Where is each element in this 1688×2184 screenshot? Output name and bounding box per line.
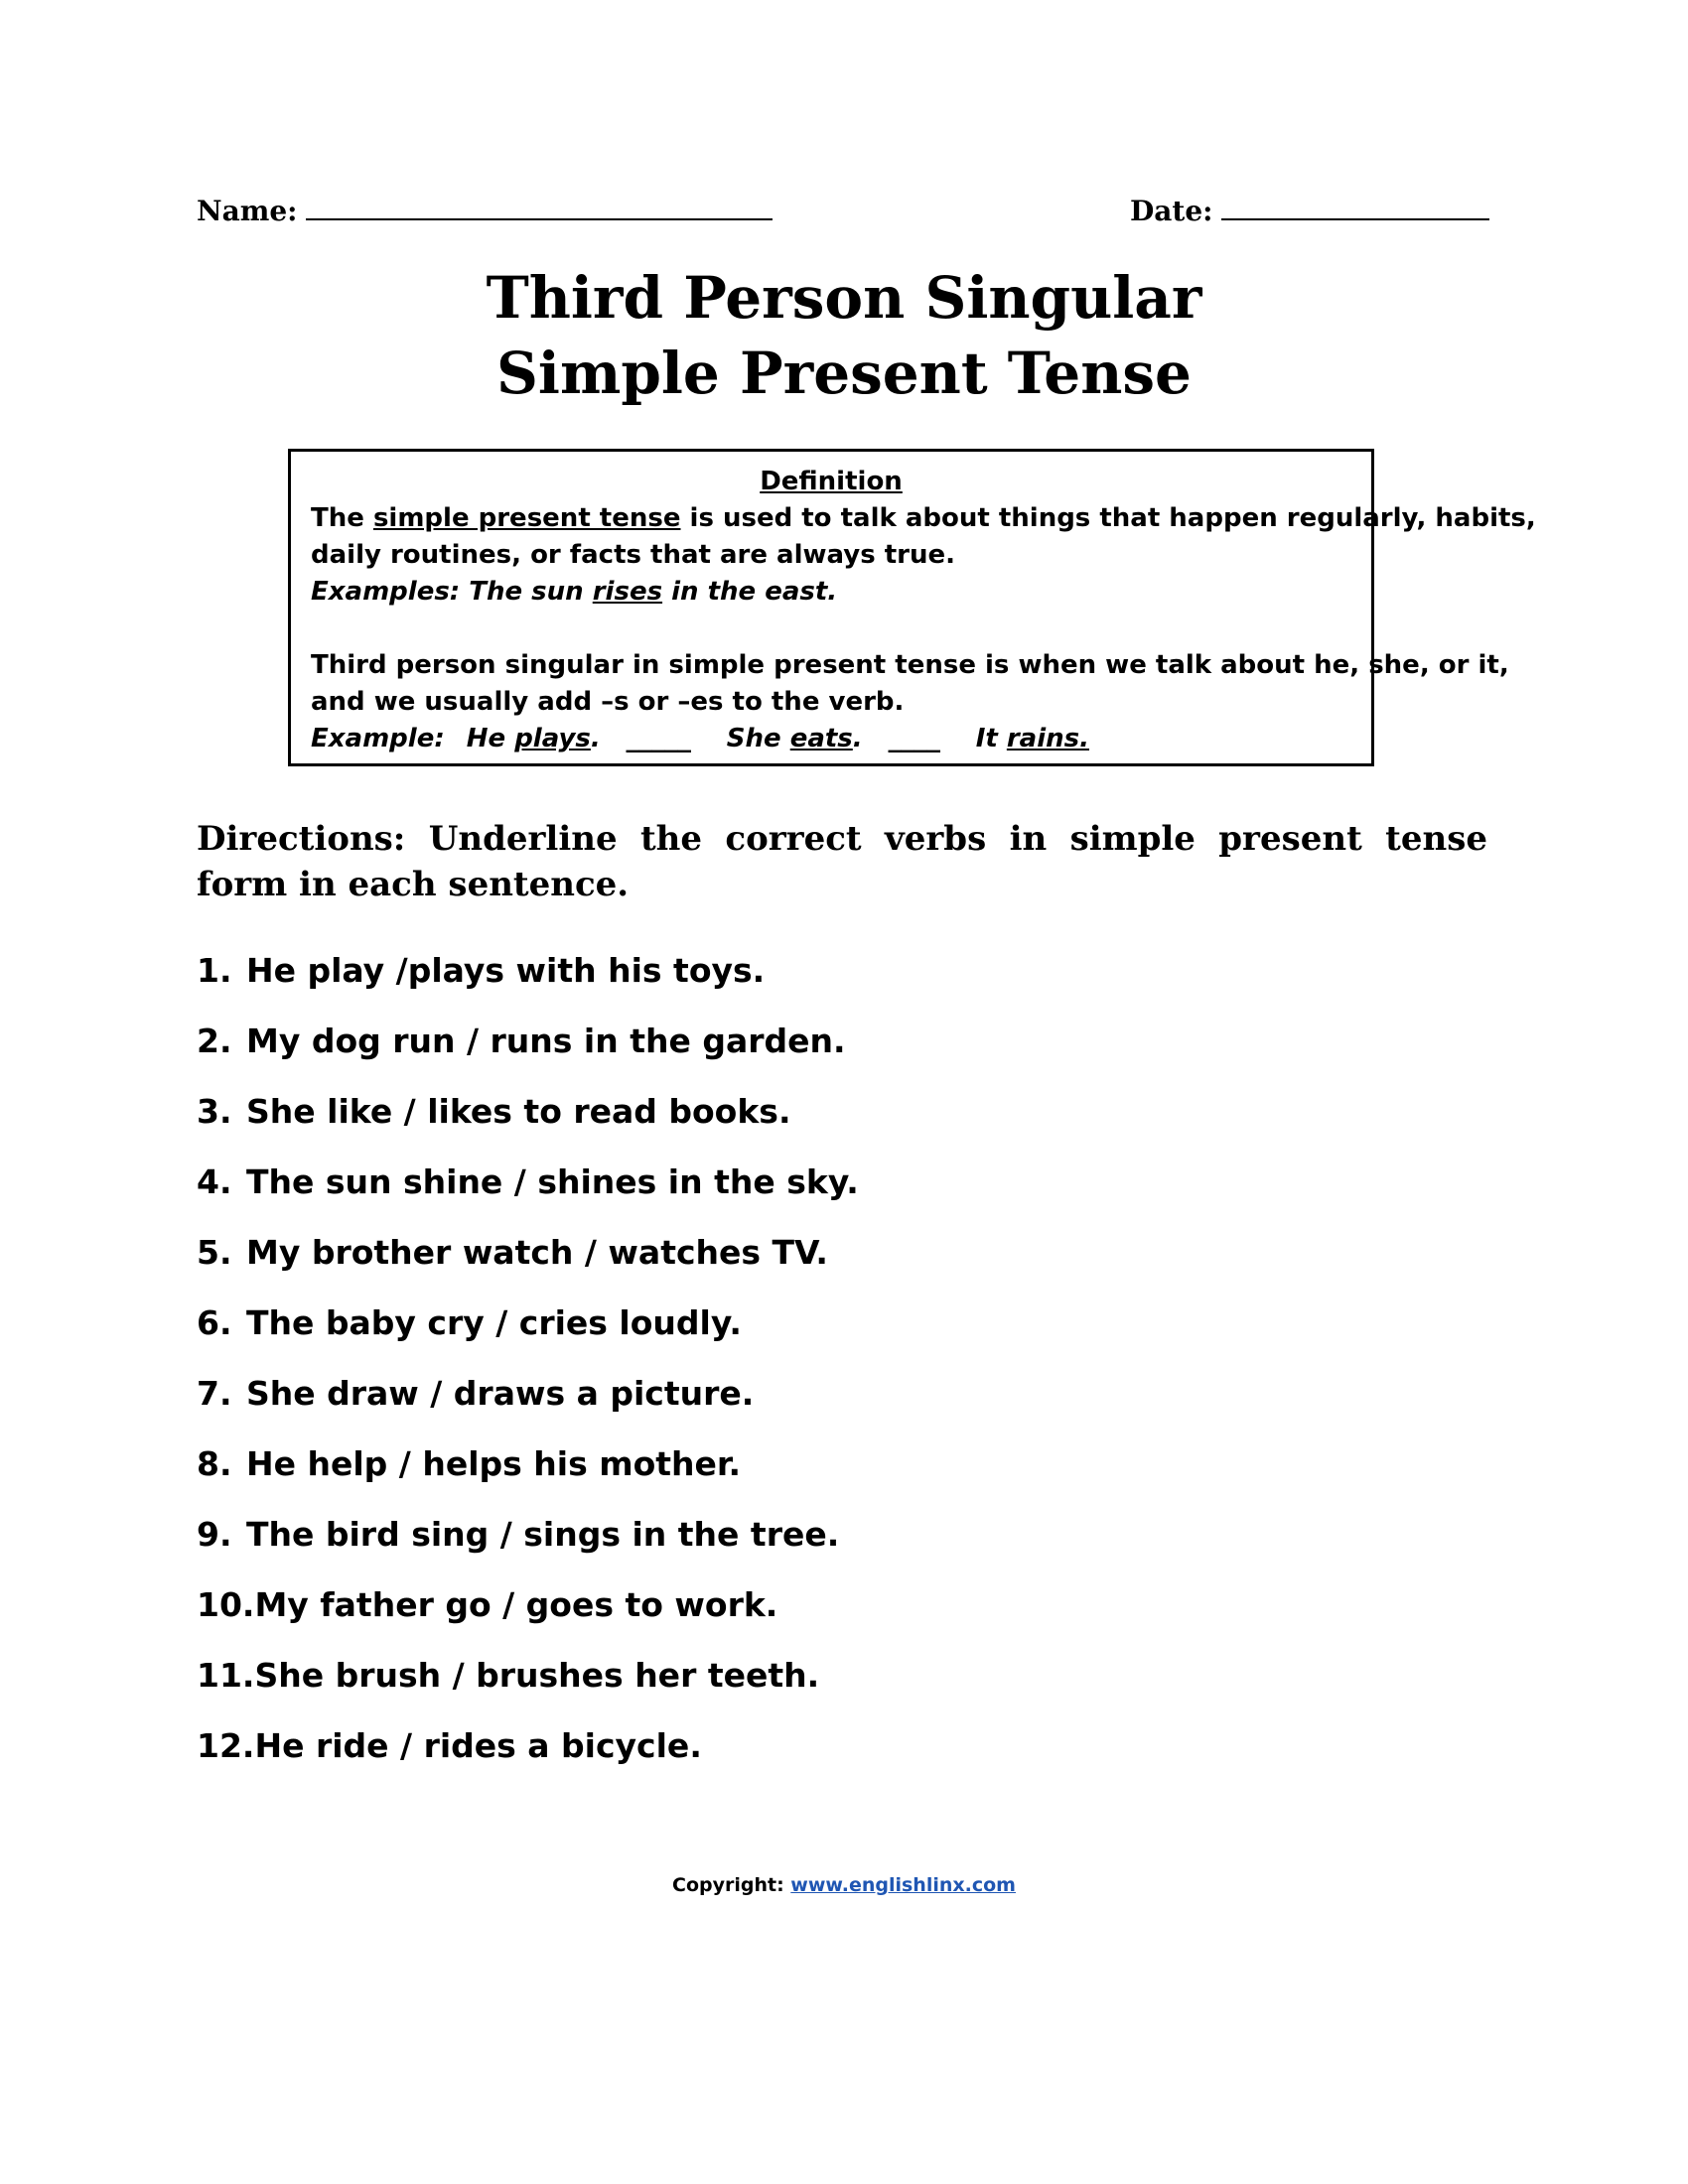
example-text: in the east. [662,577,838,607]
name-field [197,195,773,227]
date-field [1130,195,1489,227]
example-text: He [466,724,515,753]
item-number: 5. [197,1233,232,1272]
example-verb: rains. [1006,724,1089,753]
list-item [197,1366,1487,1436]
list-item [197,1648,1487,1718]
item-number: 10. [197,1585,255,1624]
example-verb: rises [592,577,663,607]
item-sentence[interactable]: The bird sing / sings in the tree. [246,1515,840,1554]
item-number: 8. [197,1444,232,1483]
example-blank: ____ [888,724,940,753]
list-item [197,943,1487,1014]
item-sentence[interactable]: My dog run / runs in the garden. [246,1022,846,1060]
item-number: 6. [197,1303,232,1342]
list-item [197,1296,1487,1366]
item-sentence[interactable]: The sun shine / shines in the sky. [246,1162,859,1201]
example-verb: plays [514,724,591,753]
item-sentence[interactable]: He help / helps his mother. [246,1444,742,1483]
example-text: Examples: The sun [311,577,593,607]
item-number: 12. [197,1726,255,1765]
item-sentence[interactable]: He play /plays with his toys. [246,951,766,990]
example-text: She [726,724,790,753]
definition-line-1 [311,500,1536,537]
definition-line-3: Third person singular in simple present tense is when we talk about he, she, or it, [311,650,1509,680]
header-row [197,195,1487,244]
definition-spacer [311,611,1351,647]
item-sentence[interactable]: She draw / draws a picture. [246,1374,755,1413]
item-number: 3. [197,1092,232,1131]
item-number: 11. [197,1656,255,1695]
list-item [197,1155,1487,1225]
item-sentence[interactable]: She like / likes to read books. [246,1092,791,1131]
example-text: It [975,724,1007,753]
example-label: Example: [311,724,445,753]
definition-term: simple present tense [372,503,681,533]
definition-line-2: daily routines, or facts that are always true. [311,540,956,570]
copyright-link[interactable]: www.englishlinx.com [790,1874,1016,1896]
example-text: . [590,724,601,753]
item-number: 1. [197,951,232,990]
date-label: Date: [1130,195,1213,227]
list-item [197,1084,1487,1155]
example-verb: eats [789,724,853,753]
list-item [197,1718,1487,1789]
example-blank: _____ [626,724,691,753]
copyright-label: Copyright: [672,1874,791,1896]
item-sentence[interactable]: He ride / rides a bicycle. [254,1726,702,1765]
name-blank-line [306,217,773,220]
name-label: Name: [197,195,298,227]
date-blank-line [1221,217,1489,220]
item-sentence[interactable]: She brush / brushes her teeth. [254,1656,820,1695]
directions-text: Directions: Underline the correct verbs in simple present tense form in each sentence. [197,819,1487,904]
item-number: 4. [197,1162,232,1201]
item-number: 7. [197,1374,232,1413]
exercise-list [197,943,1487,1789]
list-item [197,1577,1487,1648]
definition-example-2 [311,721,1351,757]
copyright-footer [0,1874,1688,1896]
item-sentence[interactable]: My brother watch / watches TV. [246,1233,828,1272]
definition-line-4: and we usually add –s or –es to the verb. [311,687,905,717]
list-item [197,1436,1487,1507]
item-sentence[interactable]: My father go / goes to work. [254,1585,778,1624]
definition-heading: Definition [760,467,903,496]
definition-text: The [311,503,373,533]
definition-example-1 [311,574,1351,611]
list-item [197,1225,1487,1296]
item-number: 2. [197,1022,232,1060]
definition-text: is used to talk about things that happen regularly, habits, [680,503,1536,533]
page-title-line-2: Simple Present Tense [496,340,1192,407]
page-title-line-1: Third Person Singular [486,264,1202,332]
definition-box [288,449,1536,766]
item-sentence[interactable]: The baby cry / cries loudly. [246,1303,742,1342]
list-item [197,1014,1487,1084]
item-number: 9. [197,1515,232,1554]
list-item [197,1507,1487,1577]
example-text: . [852,724,863,753]
